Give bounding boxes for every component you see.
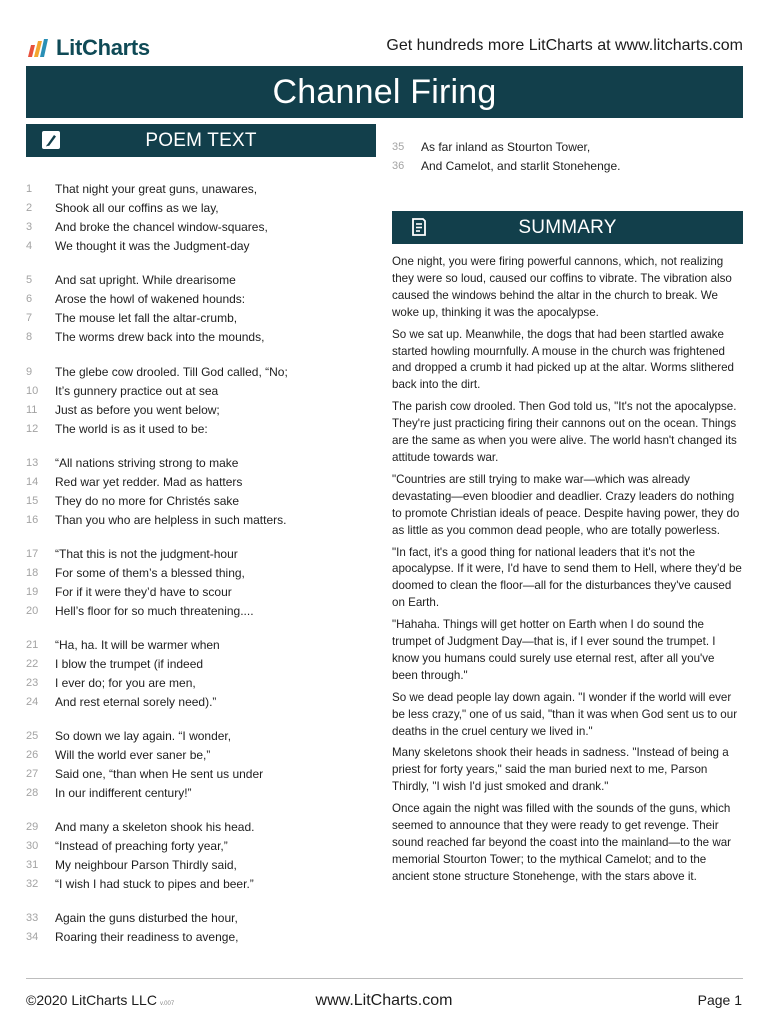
line-text: Again the guns disturbed the hour, — [55, 911, 238, 925]
line-text: “All nations striving strong to make — [55, 456, 239, 470]
line-number: 27 — [26, 768, 39, 780]
line-number: 5 — [26, 274, 33, 286]
line-text: The world is as it used to be: — [55, 422, 208, 436]
line-text: Red war yet redder. Mad as hatters — [55, 475, 243, 489]
line-text: So down we lay again. “I wonder, — [55, 729, 232, 743]
page-title: Channel Firing — [272, 72, 497, 111]
line-number: 31 — [26, 859, 39, 871]
line-text: Shook all our coffins as we lay, — [55, 201, 219, 215]
line-text: And broke the chancel window-squares, — [55, 220, 268, 234]
line-number: 14 — [26, 476, 39, 488]
summary-paragraph: One night, you were firing powerful cannons, which, not realizing they were so loud, caused our coffins to vibrate. The vibration also caused the windows behind the altar in the church to break. We woke up, thinking it was the apocalypse. — [392, 255, 732, 319]
promo-text[interactable]: Get hundreds more LitCharts at www.litcharts.com — [386, 37, 743, 54]
line-number: 33 — [26, 912, 39, 924]
line-text: The glebe cow drooled. Till God called, “No; — [55, 365, 288, 379]
line-text: Arose the howl of wakened hounds: — [55, 292, 246, 306]
line-number: 4 — [26, 240, 33, 252]
line-number: 22 — [26, 658, 39, 670]
line-number: 21 — [26, 639, 39, 651]
line-text: I ever do; for you are men, — [55, 676, 196, 690]
line-text: I blow the trumpet (if indeed — [55, 657, 204, 671]
line-text: “Ha, ha. It will be warmer when — [55, 638, 220, 652]
line-text: And rest eternal sorely need).” — [55, 695, 217, 709]
line-text: And Camelot, and starlit Stonehenge. — [421, 159, 621, 173]
line-text: It’s gunnery practice out at sea — [55, 384, 219, 398]
line-number: 12 — [26, 423, 39, 435]
line-text: “That this is not the judgment-hour — [55, 547, 238, 561]
line-number: 15 — [26, 495, 39, 507]
line-text: “Instead of preaching forty year,” — [55, 839, 228, 853]
line-text: As far inland as Stourton Tower, — [421, 140, 591, 154]
line-text: And many a skeleton shook his head. — [55, 820, 255, 834]
line-text: Roaring their readiness to avenge, — [55, 930, 239, 944]
line-number: 35 — [392, 141, 405, 153]
line-text: Just as before you went below; — [55, 403, 220, 417]
line-number: 34 — [26, 931, 39, 943]
line-text: We thought it was the Judgment-day — [55, 239, 250, 253]
line-number: 17 — [26, 548, 39, 560]
title-bar — [26, 66, 743, 118]
footer-site-link[interactable]: www.LitCharts.com — [315, 992, 453, 1009]
line-number: 30 — [26, 840, 39, 852]
summary-paragraph: Once again the night was filled with the sounds of the guns, which seemed to announce that they were ready to get revenge. Their sound reached far beyond the coast into the mainland—to the war memorial Stourton Tower; to the mythical Camelot; and to the ancient stone structure Stonehenge, with the stars above it. — [392, 802, 732, 883]
line-text: For if it were they’d have to scour — [55, 585, 232, 599]
line-number: 18 — [26, 567, 39, 579]
line-text: For some of them’s a blessed thing, — [55, 566, 245, 580]
line-number: 26 — [26, 749, 39, 761]
line-number: 29 — [26, 821, 39, 833]
line-text: That night your great guns, unawares, — [55, 182, 258, 196]
line-number: 1 — [26, 183, 33, 195]
litcharts-logo[interactable] — [26, 34, 150, 62]
line-number: 16 — [26, 514, 39, 526]
summary-paragraph: "In fact, it's a good thing for national leaders that it's not the apocalypse. If it were, I'd have to send them to Hell, where they'd be doomed to clean the floor—all for the disturbances they've caused on Earth. — [392, 545, 742, 610]
line-number: 23 — [26, 677, 39, 689]
logo-text: LitCharts — [56, 35, 150, 60]
line-text: Said one, “than when He sent us under — [55, 767, 264, 781]
line-text: Than you who are helpless in such matters. — [55, 513, 287, 527]
summary-paragraph: "Countries are still trying to make war—which was already devastating—even bloodier and deadlier. Crazy leaders do nothing to promote Christian ideals of peace. Despite having power, they do as little as you common dead people, who are totally powerless. — [392, 472, 740, 537]
line-text: The mouse let fall the altar-crumb, — [55, 311, 238, 325]
summary-paragraph: "Hahaha. Things will get hotter on Earth when I do sound the trumpet of Judgment Day—that is, if I ever sound the trumpet. I know you humans could surely use eternal rest, after all you've been through." — [392, 618, 716, 682]
line-number: 13 — [26, 457, 39, 469]
line-number: 6 — [26, 293, 33, 305]
line-number: 25 — [26, 730, 39, 742]
copyright-text: ©2020 LitCharts LLC — [26, 992, 157, 1008]
line-text: Hell’s floor for so much threatening.... — [55, 604, 254, 618]
footer-divider — [26, 978, 743, 979]
line-number: 7 — [26, 312, 33, 324]
summary-paragraph: So we sat up. Meanwhile, the dogs that had been startled awake started howling mournfully. A mouse in the church was frightened and dropped a crumb it had picked up at the altar. Worms slithered back into the dirt. — [392, 327, 734, 392]
top-bar — [26, 32, 743, 62]
summary-body — [392, 254, 743, 891]
line-number: 11 — [26, 404, 38, 416]
line-number: 2 — [26, 202, 33, 214]
line-text: The worms drew back into the mounds, — [55, 330, 265, 344]
line-number: 8 — [26, 331, 33, 343]
summary-paragraph: So we dead people lay down again. "I wonder if the world will ever be less crazy," one of us said, "than it was when God sent us to our deaths in the cruel century we lived in." — [392, 690, 738, 738]
line-number: 3 — [26, 221, 33, 233]
line-number: 36 — [392, 160, 405, 172]
line-number: 32 — [26, 878, 39, 890]
poem-text-heading: POEM TEXT — [145, 130, 257, 151]
poem-text-header — [26, 124, 376, 157]
line-number: 9 — [26, 366, 33, 378]
summary-paragraph: Many skeletons shook their heads in sadness. "Instead of being a priest for forty years," said the man buried next to me, Parson Thirdly, "I wish I'd just smoked and drank." — [392, 746, 729, 794]
line-number: 20 — [26, 605, 39, 617]
line-text: Will the world ever saner be,” — [55, 748, 211, 762]
line-text: “I wish I had stuck to pipes and beer.” — [55, 877, 254, 891]
line-number: 28 — [26, 787, 39, 799]
line-number: 10 — [26, 385, 39, 397]
line-text: They do no more for Christés sake — [55, 494, 240, 508]
logo-bars-icon — [26, 39, 50, 57]
page-number: Page 1 — [697, 992, 742, 1008]
line-text: My neighbour Parson Thirdly said, — [55, 858, 237, 872]
line-text: And sat upright. While drearisome — [55, 273, 236, 287]
summary-heading: SUMMARY — [518, 217, 617, 238]
version-text: v.007 — [159, 1001, 175, 1007]
summary-header — [392, 211, 743, 244]
line-number: 19 — [26, 586, 39, 598]
line-text: In our indifferent century!” — [55, 786, 192, 800]
summary-paragraph: The parish cow drooled. Then God told us, "It's not the apocalypse. They're just practicing firing their cannons out on the ocean. Things are the same as when you were alive. The world hasn't changed its attitude towards war. — [392, 400, 737, 464]
line-number: 24 — [26, 696, 39, 708]
